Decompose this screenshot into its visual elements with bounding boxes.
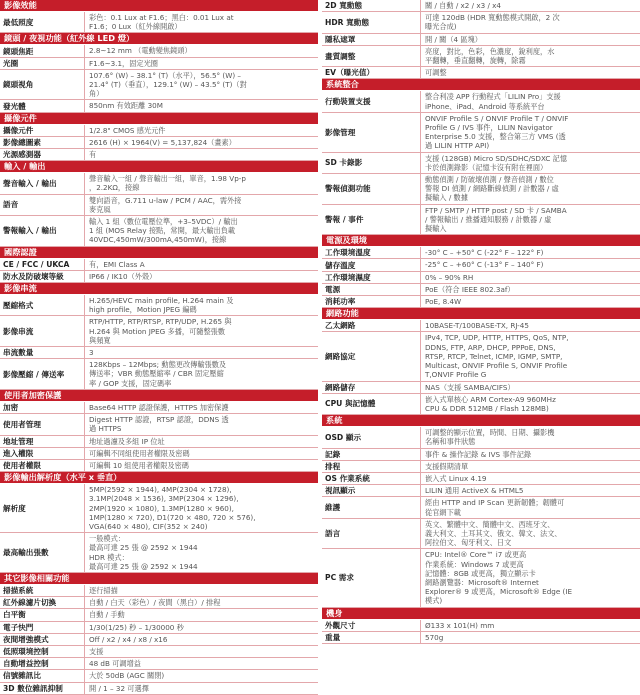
spec-label: PC 需求: [325, 573, 354, 583]
spec-label: 畫質調整: [325, 51, 356, 61]
spec-value: 可編輯 10 組使用者權限及密碼: [84, 460, 318, 471]
spec-label: 乙太網路: [325, 321, 356, 331]
spec-label: 行動裝置支援: [325, 97, 371, 107]
section-header: 機身: [322, 608, 640, 620]
spec-row: [0, 125, 318, 137]
spec-value: 一般模式： 最高可達 25 張 @ 2592 × 1944 HDR 模式： 最高可達 25 張 @ 2592 × 1944: [84, 533, 318, 572]
spec-label: 最低照度: [3, 17, 34, 27]
spec-row: [322, 12, 640, 33]
spec-label: 消耗功率: [325, 297, 356, 307]
spec-value: 開 / 關（4 區塊）: [420, 34, 640, 45]
spec-value: 支援假期清單: [420, 461, 640, 472]
spec-label: 外觀尺寸: [325, 620, 356, 630]
spec-row: [0, 646, 318, 658]
spec-label: 聲音輸入 / 輸出: [3, 178, 57, 188]
spec-label: 隱私遮罩: [325, 34, 356, 44]
spec-label: 維護: [325, 503, 341, 513]
spec-label: 語音: [3, 200, 19, 210]
spec-row: [322, 461, 640, 473]
spec-row: [322, 632, 640, 644]
spec-value: 自動 / 手動: [84, 609, 318, 620]
spec-row: [0, 609, 318, 621]
spec-label: 地址管理: [3, 436, 34, 446]
spec-value: 1/30(1/25) 秒 – 1/30000 秒: [84, 622, 318, 633]
spec-row: [322, 449, 640, 461]
spec-label: 最高輸出張數: [3, 548, 49, 558]
spec-label: 排程: [325, 461, 341, 471]
spec-label: 影像總圖素: [3, 137, 41, 147]
spec-value: 開 / 1 – 32 可選擇: [84, 683, 318, 694]
spec-value: 有: [84, 149, 318, 160]
section-header: 輸入 / 輸出: [0, 161, 318, 173]
spec-label: 影像串流: [3, 326, 34, 336]
spec-row: [0, 216, 318, 247]
spec-value: NAS（支援 SAMBA/CIFS）: [420, 382, 640, 393]
spec-value: -30° C – +50° C (-22° F – 122° F): [420, 247, 640, 258]
spec-label: HDR 寬動態: [325, 17, 369, 27]
spec-label: 重量: [325, 632, 341, 642]
spec-value: 英文、繁體中文、簡體中文、西班牙文、 義大利文、土耳其文、俄文、韓文、法文、 阿拉伯文、匈牙利文、日文: [420, 519, 640, 549]
spec-label: 警報 / 事件: [325, 214, 364, 224]
spec-row: [0, 58, 318, 70]
spec-value: 經由 HTTP and IP Scan 更新韌體；韌體可 從官網下載: [420, 497, 640, 517]
spec-label: 發光體: [3, 101, 26, 111]
section-header: 國際認證: [0, 247, 318, 259]
spec-value: 107.6° (W) – 38.1° (T)（水平），56.5° (W) – 21.4° (T)（垂直），129.1° (W) – 43.5° (T)（對 角）: [84, 70, 318, 100]
spec-value: 彩色：0.1 Lux at F1.6；黑白：0.01 Lux at F1.6；0 Lux（紅外線開啟）: [84, 12, 318, 32]
spec-value: 570g: [420, 632, 640, 643]
spec-row: [0, 271, 318, 283]
spec-row: [0, 585, 318, 597]
spec-label: 光圈: [3, 58, 19, 68]
spec-row: [0, 259, 318, 271]
spec-label: 網路儲存: [325, 382, 356, 392]
spec-value: 亮度，對比，色彩，色濃度，銳利度，水 平翻轉，垂直翻轉，旋轉，除霧: [420, 46, 640, 66]
section-header: 攝像元件: [0, 113, 318, 125]
spec-value: 支援: [84, 646, 318, 657]
spec-row: [0, 436, 318, 448]
spec-label: 網路協定: [325, 351, 356, 361]
spec-row: [322, 67, 640, 79]
spec-row: [0, 634, 318, 646]
spec-row: [0, 533, 318, 573]
spec-value: -25° C – +60° C (-13° F – 140° F): [420, 259, 640, 270]
spec-value: 事件 & 操作記錄 & IVS 事件記錄: [420, 449, 640, 460]
spec-row: [0, 670, 318, 682]
spec-value: Ø133 x 101(H) mm: [420, 620, 640, 631]
spec-row: [0, 12, 318, 33]
spec-label: 夜間增強模式: [3, 634, 49, 644]
spec-label: 使用者權限: [3, 461, 41, 470]
spec-label: 串流數量: [3, 348, 34, 358]
spec-row: [322, 382, 640, 394]
spec-label: 掃描系統: [3, 586, 34, 596]
spec-label: 影像壓縮 / 傳送率: [3, 369, 65, 379]
spec-value: 地址過濾及多組 IP 位址: [84, 436, 318, 447]
spec-value: LILIN 通用 ActiveX & HTML5: [420, 485, 640, 496]
spec-value: PoE（符合 IEEE 802.3af）: [420, 284, 640, 295]
spec-label: 2D 寬動態: [325, 1, 363, 11]
section-header: 系統: [322, 415, 640, 427]
spec-row: [322, 320, 640, 332]
spec-label: 信號雜訊比: [3, 671, 41, 681]
spec-label: 光源感測器: [3, 150, 41, 160]
spec-value: 可達 120dB (HDR 寬動態模式開啟，2 次 曝光合成): [420, 12, 640, 32]
spec-row: [322, 332, 640, 381]
spec-label: 攝像元件: [3, 125, 34, 135]
spec-label: CE / FCC / UKCA: [3, 259, 70, 269]
spec-row: [0, 597, 318, 609]
section-header: 影像串流: [0, 283, 318, 295]
spec-label: 記錄: [325, 449, 341, 459]
spec-row: [0, 460, 318, 472]
spec-value: FTP / SMTP / HTTP post / SD 卡 / SAMBA / 警報輸出 / 推播通知服務 / 計數器 / 虛 擬輸入: [420, 205, 640, 235]
spec-label: 影像管理: [325, 127, 356, 137]
spec-label: EV（曝光值）: [325, 68, 375, 78]
spec-row: [322, 284, 640, 296]
spec-label: 加密: [3, 402, 19, 412]
spec-value: Base64 HTTP 認證保護，HTTPS 加密保護: [84, 402, 318, 413]
section-header: 系統整合: [322, 79, 640, 91]
spec-label: 工作環境濕度: [325, 272, 371, 282]
spec-value: 128Kbps – 12Mbps; 動態更改傳輸張數及 傳送率；VBR 動態壓縮率 / CBR 固定壓縮 率 / GOP 支援，固定碼率: [84, 359, 318, 389]
spec-label: 儲存溫度: [325, 260, 356, 270]
spec-row: [322, 46, 640, 67]
spec-row: [0, 173, 318, 194]
spec-label: 紅外線濾片切換: [3, 598, 57, 608]
spec-row: [322, 113, 640, 153]
spec-row: [0, 402, 318, 414]
spec-value: 支援 (128GB) Micro SD/SDHC/SDXC 記憶 卡於偵測錄影（記憶卡沒有附在裡面）: [420, 153, 640, 173]
spec-row: [0, 137, 318, 149]
spec-value: 2616 (H) × 1964(V) = 5,137,824（畫素）: [84, 137, 318, 148]
spec-row: [0, 100, 318, 112]
spec-column-left: [0, 0, 318, 693]
spec-label: 3D 數位雜訊抑制: [3, 683, 63, 693]
spec-row: [0, 359, 318, 390]
spec-value: 動態偵測 / 防破壞偵測 / 聲音偵測 / 數位 警報 DI 偵測 / 網路斷線偵測 / 計數器 / 虛 擬輸入 / 數據: [420, 174, 640, 204]
section-header: 電源及環境: [322, 235, 640, 247]
spec-row: [322, 259, 640, 271]
spec-value: 3: [84, 347, 318, 358]
spec-value: H.265/HEVC main profile, H.264 main 及 high profile，Motion JPEG 編碼: [84, 295, 318, 315]
spec-value: 1/2.8" CMOS 感光元件: [84, 125, 318, 136]
spec-value: CPU: Intel® Core™ i7 或更高 作業系統：Windows 7 或更高 記憶體：8GB 或更高，獨立顯示卡 網路瀏覽器：Microsoft® Internet Explorer® 9 或更高，Microsoft® Edge (IE 模式): [420, 549, 640, 606]
spec-row: [0, 195, 318, 216]
spec-row: [0, 448, 318, 460]
section-header: 影像輸出解析度（水平 x 垂直）: [0, 472, 318, 484]
spec-value: 輸入 1 組（數位電壓位準，+3–5VDC）/ 輸出 1 組 (MOS Relay 接點，常開，最大輸出負載 40VDC,450mW/300mA,450mW)，接線: [84, 216, 318, 246]
section-header: 鏡頭 / 夜視功能（紅外線 LED 燈）: [0, 33, 318, 45]
spec-row: [0, 683, 318, 695]
spec-row: [322, 519, 640, 550]
spec-row: [0, 484, 318, 533]
spec-row: [322, 497, 640, 518]
spec-row: [322, 153, 640, 174]
spec-label: OS 作業系統: [325, 474, 370, 484]
spec-label: 警報輸入 / 輸出: [3, 226, 57, 236]
spec-value: 整合利凌 APP 行動程式「LILIN Pro」支援 iPhone、iPad、Android 等系統平台: [420, 91, 640, 111]
spec-value: 可調整: [420, 67, 640, 78]
spec-label: 自動增益控制: [3, 659, 49, 669]
spec-row: [322, 485, 640, 497]
spec-value: PoE, 8.4W: [420, 296, 640, 307]
spec-row: [0, 316, 318, 347]
spec-label: SD 卡錄影: [325, 158, 363, 168]
spec-label: CPU 與記憶體: [325, 399, 376, 409]
spec-value: 自動 / 白天（彩色）/ 夜間（黑白）/ 排程: [84, 597, 318, 608]
spec-row: [322, 620, 640, 632]
spec-label: 鏡頭焦距: [3, 46, 34, 56]
spec-label: 壓縮格式: [3, 300, 34, 310]
spec-row: [322, 0, 640, 12]
spec-value: IPv4, TCP, UDP, HTTP, HTTPS, QoS, NTP, DDNS, FTP, ARP, DHCP, PPPoE, DNS, RTSP, RTCP, Telnet, ICMP, IGMP, SMTP, Multicast, ONVIF Profile S, ONVIF Profile T,ONVIF Profile G: [420, 332, 640, 380]
spec-row: [0, 347, 318, 359]
spec-row: [322, 174, 640, 205]
spec-row: [322, 549, 640, 607]
spec-label: 警報偵測功能: [325, 184, 371, 194]
section-header: 使用者加密保護: [0, 390, 318, 402]
spec-value: 850nm 有效距離 30M: [84, 100, 318, 111]
spec-row: [322, 394, 640, 415]
spec-label: 視訊顯示: [325, 486, 356, 496]
spec-label: 使用者管理: [3, 419, 41, 429]
spec-column-right: [322, 0, 640, 640]
spec-row: [0, 295, 318, 316]
spec-row: [0, 149, 318, 161]
spec-row: [322, 205, 640, 236]
spec-row: [0, 658, 318, 670]
spec-value: RTP/HTTP, RTP/RTSP, RTP/UDP, H.265 與 H.264 與 Motion JPEG 多播，可隨整張數 與頻寬: [84, 316, 318, 346]
spec-value: 0% – 90% RH: [420, 272, 640, 283]
spec-value: 大於 50dB (AGC 關閉): [84, 670, 318, 681]
spec-label: 鏡頭視角: [3, 80, 34, 90]
spec-row: [0, 45, 318, 57]
spec-value: ONVIF Profile S / ONVIF Profile T / ONVIF Profile G / IVS 事件，LILIN Navigator Enterprise 5.0 支援，整合第三方 VMS (透 過 LILIN HTTP API): [420, 113, 640, 152]
spec-row: [322, 296, 640, 308]
spec-label: 低照環境控制: [3, 647, 49, 657]
spec-row: [322, 34, 640, 46]
spec-row: [322, 272, 640, 284]
spec-value: IP66 / IK10（外殼）: [84, 271, 318, 282]
spec-value: F1.6~3.1，固定光圈: [84, 58, 318, 69]
spec-label: OSD 顯示: [325, 432, 362, 442]
spec-label: 工作環境溫度: [325, 248, 371, 258]
spec-label: 電子快門: [3, 622, 34, 632]
spec-row: [322, 247, 640, 259]
spec-value: 嵌入式 Linux 4.19: [420, 473, 640, 484]
spec-value: 5MP(2592 × 1944), 4MP(2304 × 1728), 3.1MP(2048 × 1536), 3MP(2304 × 1296), 2MP(1920 × 1080), 1.3MP(1280 × 960), 1MP(1280 × 720), D1(720 × 480, 720 × 576), VGA(640 × 480), CIF(352 × 240): [84, 484, 318, 532]
spec-value: 可編輯不同組使用者權限及密碼: [84, 448, 318, 459]
spec-label: 語言: [325, 529, 341, 539]
spec-value: 逐行掃描: [84, 585, 318, 596]
spec-value: 有，EMI Class A: [84, 259, 318, 270]
spec-value: 10BASE-T/100BASE-TX, RJ-45: [420, 320, 640, 331]
spec-value: 嵌入式單核心 ARM Cortex-A9 960MHz CPU & DDR 512MB / Flash 128MB): [420, 394, 640, 414]
spec-value: 聲音輸入一組 / 聲音輸出一組，單音，1.98 Vp-p ，2.2KΩ，接線: [84, 173, 318, 193]
spec-label: 電源: [325, 284, 341, 294]
spec-value: Digest HTTP 認證，RTSP 認證，DDNS 透 過 HTTPS: [84, 414, 318, 434]
spec-value: 48 dB 可調增益: [84, 658, 318, 669]
spec-value: Off / x2 / x4 / x8 / x16: [84, 634, 318, 645]
spec-row: [322, 91, 640, 112]
section-header: 其它影像相關功能: [0, 573, 318, 585]
spec-row: [0, 622, 318, 634]
spec-row: [322, 427, 640, 448]
section-header: 網路功能: [322, 308, 640, 320]
section-header: 影像效能: [0, 0, 318, 12]
spec-value: 2.8~12 mm （電動變焦鏡頭）: [84, 45, 318, 56]
spec-label: 進入權限: [3, 448, 34, 458]
spec-label: 解析度: [3, 503, 26, 513]
spec-label: 白平衡: [3, 610, 26, 620]
spec-value: 可調整的顯示位置，時間、日期、攝影機 名稱和事件狀態: [420, 427, 640, 447]
spec-row: [0, 70, 318, 101]
spec-label: 防水及防破壞等級: [3, 271, 64, 281]
spec-row: [322, 473, 640, 485]
spec-row: [0, 414, 318, 435]
spec-value: 雙向語音，G.711 u-law / PCM / AAC，需外接 麥克風: [84, 195, 318, 215]
spec-value: 關 / 自動 / x2 / x3 / x4: [420, 0, 640, 11]
